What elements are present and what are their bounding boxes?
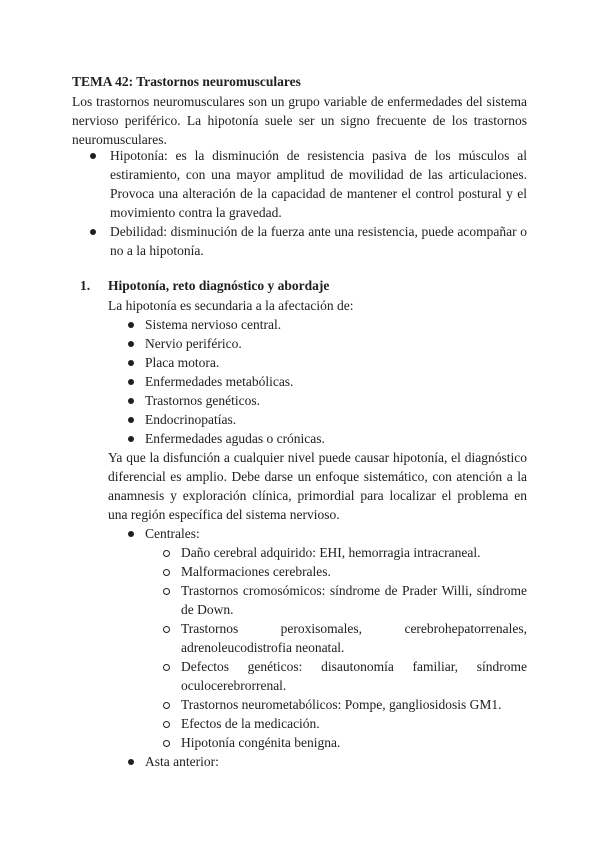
circle-bullet-icon bbox=[163, 740, 170, 747]
bullet-icon bbox=[128, 417, 134, 423]
definition-hipotonia: Hipotonía: es la disminución de resistencia pasiva de los músculos al estiramiento, con una mayor amplitud de movilidad de las articulaciones. Provoca una alteración de la capacidad de mantener el control postural y el movimiento contra la gravedad. bbox=[110, 148, 527, 220]
bullet-icon bbox=[128, 341, 134, 347]
list-item: Malformaciones cerebrales. bbox=[181, 564, 331, 579]
bullet-icon bbox=[128, 322, 134, 328]
circle-bullet-icon bbox=[163, 588, 170, 595]
list-item: Trastornos peroxisomales, cerebrohepatorrenales, adrenoleucodistrofia neonatal. bbox=[181, 621, 527, 655]
centrales-label: Centrales: bbox=[145, 526, 200, 541]
diagnosis-paragraph: Ya que la disfunción a cualquier nivel puede causar hipotonía, el diagnóstico diferencial es amplio. Debe darse un enfoque sistemático, con atención a la anamnesis y exploración clínica, primordial para localizar el problema en una región específica del sistema nervioso. bbox=[108, 450, 527, 522]
circle-bullet-icon bbox=[163, 721, 170, 728]
list-item: Placa motora. bbox=[145, 355, 220, 370]
circle-bullet-icon bbox=[163, 702, 170, 709]
circle-bullet-icon bbox=[163, 569, 170, 576]
bullet-icon bbox=[128, 436, 134, 442]
circle-bullet-icon bbox=[163, 664, 170, 671]
bullet-icon bbox=[128, 531, 134, 537]
document-title: TEMA 42: Trastornos neuromusculares bbox=[72, 74, 301, 89]
section-number: 1. bbox=[80, 278, 91, 293]
section-title: Hipotonía, reto diagnóstico y abordaje bbox=[108, 278, 330, 293]
list-item: Daño cerebral adquirido: EHI, hemorragia intracraneal. bbox=[181, 545, 481, 560]
list-item: Sistema nervioso central. bbox=[145, 317, 282, 332]
asta-label: Asta anterior: bbox=[145, 754, 219, 769]
list-item: Enfermedades agudas o crónicas. bbox=[145, 431, 325, 446]
bullet-icon bbox=[90, 229, 96, 235]
list-item: Trastornos cromosómicos: síndrome de Prader Willi, síndrome de Down. bbox=[181, 583, 527, 617]
definition-debilidad: Debilidad: disminución de la fuerza ante una resistencia, puede acompañar o no a la hipotonía. bbox=[110, 224, 527, 258]
bullet-icon bbox=[90, 153, 96, 159]
list-item: Trastornos genéticos. bbox=[145, 393, 260, 408]
circle-bullet-icon bbox=[163, 626, 170, 633]
intro-paragraph: Los trastornos neuromusculares son un grupo variable de enfermedades del sistema nervioso periférico. La hipotonía suele ser un signo frecuente de los trastornos neuromusculares. bbox=[72, 94, 527, 147]
bullet-icon bbox=[128, 759, 134, 765]
list-item: Hipotonía congénita benigna. bbox=[181, 735, 341, 750]
bullet-icon bbox=[128, 398, 134, 404]
list-item: Enfermedades metabólicas. bbox=[145, 374, 294, 389]
list-item: Defectos genéticos: disautonomía familiar, síndrome oculocerebrorrenal. bbox=[181, 659, 527, 693]
circle-bullet-icon bbox=[163, 550, 170, 557]
bullet-icon bbox=[128, 379, 134, 385]
bullet-icon bbox=[128, 360, 134, 366]
list-item: Efectos de la medicación. bbox=[181, 716, 320, 731]
list-item: Trastornos neurometabólicos: Pompe, gangliosidosis GM1. bbox=[181, 697, 502, 712]
section-lead: La hipotonía es secundaria a la afectación de: bbox=[108, 298, 354, 313]
list-item: Endocrinopatías. bbox=[145, 412, 237, 427]
list-item: Nervio periférico. bbox=[145, 336, 242, 351]
